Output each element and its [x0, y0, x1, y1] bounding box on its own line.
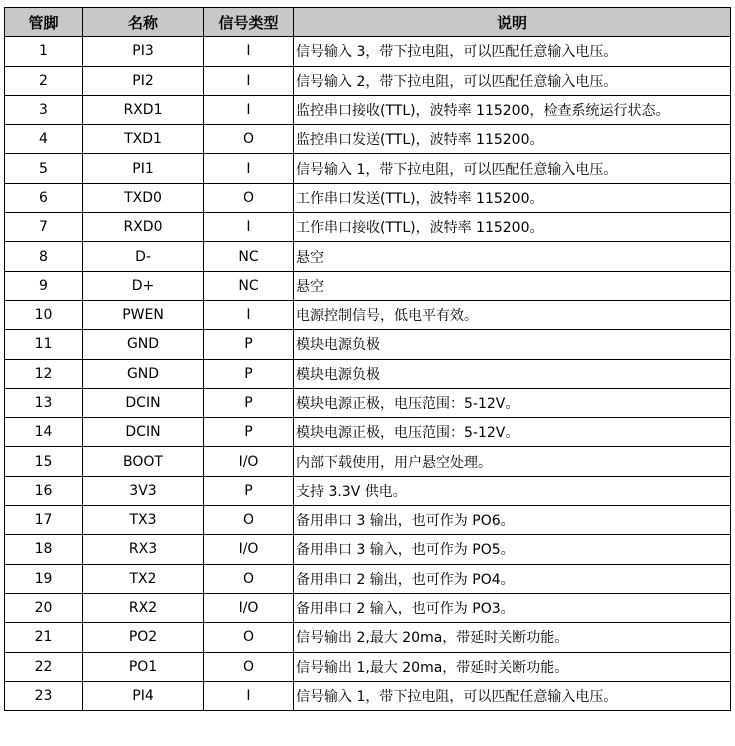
description-cell: 备用串口 3 输出，也可作为 PO6。 — [294, 506, 731, 535]
table-header — [5, 8, 731, 37]
pin-name-cell: DCIN — [83, 418, 204, 447]
signal-type-cell: P — [204, 476, 294, 505]
table-row — [5, 388, 731, 417]
signal-type-cell: I — [204, 66, 294, 95]
signal-type-cell: NC — [204, 242, 294, 271]
description-cell: 模块电源正极，电压范围：5-12V。 — [294, 418, 731, 447]
table-row — [5, 535, 731, 564]
pin-number-cell: 22 — [5, 652, 83, 681]
signal-type-cell: P — [204, 388, 294, 417]
table-row — [5, 652, 731, 681]
pin-number-cell: 20 — [5, 593, 83, 622]
pin-name-cell: D+ — [83, 271, 204, 300]
pin-number-cell: 10 — [5, 300, 83, 329]
description-cell: 内部下载使用，用户悬空处理。 — [294, 447, 731, 476]
table-row — [5, 447, 731, 476]
pin-name-cell: PWEN — [83, 300, 204, 329]
pin-definition-table — [4, 7, 731, 711]
signal-type-cell: O — [204, 564, 294, 593]
pin-name-cell: DCIN — [83, 388, 204, 417]
description-cell: 监控串口发送(TTL)，波特率 115200。 — [294, 125, 731, 154]
pin-number-cell: 11 — [5, 330, 83, 359]
pin-name-cell: GND — [83, 330, 204, 359]
signal-type-cell: NC — [204, 271, 294, 300]
signal-type-cell: I/O — [204, 535, 294, 564]
table-row — [5, 95, 731, 124]
pin-name-cell: RX2 — [83, 593, 204, 622]
header-row — [5, 8, 731, 37]
description-cell: 备用串口 2 输入，也可作为 PO3。 — [294, 593, 731, 622]
signal-type-cell: I/O — [204, 447, 294, 476]
pin-number-cell: 5 — [5, 154, 83, 183]
header-name: 名称 — [83, 8, 204, 37]
pin-name-cell: RXD0 — [83, 213, 204, 242]
signal-type-cell: P — [204, 330, 294, 359]
header-pin: 管脚 — [5, 8, 83, 37]
pin-number-cell: 18 — [5, 535, 83, 564]
pin-name-cell: BOOT — [83, 447, 204, 476]
description-cell: 模块电源负极 — [294, 330, 731, 359]
pin-name-cell: PO1 — [83, 652, 204, 681]
pin-name-cell: TXD0 — [83, 183, 204, 212]
description-cell: 备用串口 3 输入，也可作为 PO5。 — [294, 535, 731, 564]
description-cell: 模块电源负极 — [294, 359, 731, 388]
pin-number-cell: 12 — [5, 359, 83, 388]
pin-number-cell: 2 — [5, 66, 83, 95]
description-cell: 信号输入 3，带下拉电阻，可以匹配任意输入电压。 — [294, 37, 731, 66]
table-row — [5, 37, 731, 66]
pin-name-cell: PO2 — [83, 623, 204, 652]
signal-type-cell: I/O — [204, 593, 294, 622]
pin-name-cell: D- — [83, 242, 204, 271]
pin-number-cell: 6 — [5, 183, 83, 212]
header-signal-type: 信号类型 — [204, 8, 294, 37]
signal-type-cell: O — [204, 652, 294, 681]
pin-name-cell: 3V3 — [83, 476, 204, 505]
table-row — [5, 623, 731, 652]
pin-number-cell: 7 — [5, 213, 83, 242]
pin-number-cell: 23 — [5, 681, 83, 710]
table-row — [5, 593, 731, 622]
table-row — [5, 681, 731, 710]
pin-name-cell: PI1 — [83, 154, 204, 183]
pin-number-cell: 17 — [5, 506, 83, 535]
table-row — [5, 418, 731, 447]
pin-number-cell: 16 — [5, 476, 83, 505]
description-cell: 悬空 — [294, 271, 731, 300]
pin-number-cell: 9 — [5, 271, 83, 300]
description-cell: 工作串口接收(TTL)，波特率 115200。 — [294, 213, 731, 242]
pin-number-cell: 4 — [5, 125, 83, 154]
pin-name-cell: TX3 — [83, 506, 204, 535]
signal-type-cell: P — [204, 418, 294, 447]
signal-type-cell: I — [204, 300, 294, 329]
table-row — [5, 300, 731, 329]
pin-name-cell: RXD1 — [83, 95, 204, 124]
table-row — [5, 242, 731, 271]
pin-number-cell: 13 — [5, 388, 83, 417]
signal-type-cell: I — [204, 95, 294, 124]
table-row — [5, 359, 731, 388]
table-row — [5, 271, 731, 300]
pin-name-cell: PI2 — [83, 66, 204, 95]
table-row — [5, 125, 731, 154]
pin-name-cell: TXD1 — [83, 125, 204, 154]
signal-type-cell: O — [204, 623, 294, 652]
table-row — [5, 330, 731, 359]
table-row — [5, 476, 731, 505]
pin-number-cell: 15 — [5, 447, 83, 476]
pin-number-cell: 19 — [5, 564, 83, 593]
description-cell: 信号输入 2，带下拉电阻，可以匹配任意输入电压。 — [294, 66, 731, 95]
pin-number-cell: 14 — [5, 418, 83, 447]
signal-type-cell: O — [204, 506, 294, 535]
pin-name-cell: GND — [83, 359, 204, 388]
description-cell: 备用串口 2 输出，也可作为 PO4。 — [294, 564, 731, 593]
signal-type-cell: P — [204, 359, 294, 388]
signal-type-cell: I — [204, 37, 294, 66]
pin-number-cell: 21 — [5, 623, 83, 652]
pin-number-cell: 1 — [5, 37, 83, 66]
description-cell: 信号输出 2,最大 20ma，带延时关断功能。 — [294, 623, 731, 652]
pin-name-cell: RX3 — [83, 535, 204, 564]
description-cell: 悬空 — [294, 242, 731, 271]
signal-type-cell: I — [204, 154, 294, 183]
table-row — [5, 66, 731, 95]
table-row — [5, 213, 731, 242]
signal-type-cell: O — [204, 183, 294, 212]
signal-type-cell: I — [204, 213, 294, 242]
pin-number-cell: 3 — [5, 95, 83, 124]
description-cell: 电源控制信号，低电平有效。 — [294, 300, 731, 329]
pin-name-cell: TX2 — [83, 564, 204, 593]
signal-type-cell: O — [204, 125, 294, 154]
signal-type-cell: I — [204, 681, 294, 710]
table-row — [5, 154, 731, 183]
pin-number-cell: 8 — [5, 242, 83, 271]
description-cell: 监控串口接收(TTL)，波特率 115200，检查系统运行状态。 — [294, 95, 731, 124]
description-cell: 信号输出 1,最大 20ma，带延时关断功能。 — [294, 652, 731, 681]
description-cell: 信号输入 1，带下拉电阻，可以匹配任意输入电压。 — [294, 154, 731, 183]
table-row — [5, 183, 731, 212]
description-cell: 支持 3.3V 供电。 — [294, 476, 731, 505]
description-cell: 工作串口发送(TTL)，波特率 115200。 — [294, 183, 731, 212]
description-cell: 信号输入 1，带下拉电阻，可以匹配任意输入电压。 — [294, 681, 731, 710]
table-row — [5, 564, 731, 593]
header-description: 说明 — [294, 8, 731, 37]
pin-name-cell: PI4 — [83, 681, 204, 710]
description-cell: 模块电源正极，电压范围：5-12V。 — [294, 388, 731, 417]
table-row — [5, 506, 731, 535]
pin-name-cell: PI3 — [83, 37, 204, 66]
table-body — [5, 37, 731, 711]
